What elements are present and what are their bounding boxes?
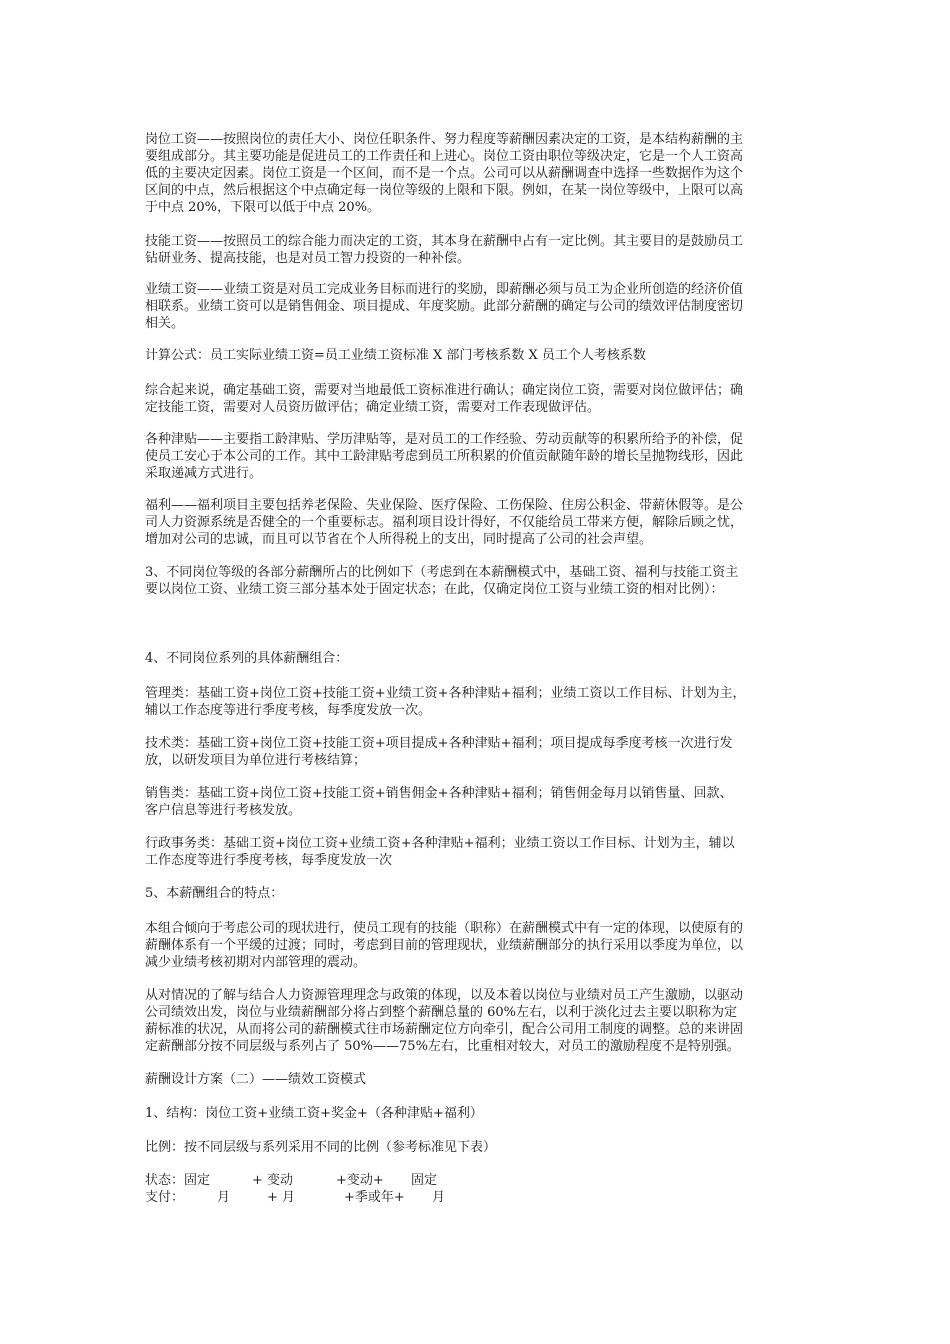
text-line: 1、结构：岗位工资+业绩工资+奖金+（各种津贴+福利） bbox=[145, 1106, 483, 1121]
paragraph-section-5-heading bbox=[145, 885, 817, 902]
text-line: 使员工安心于本公司的工作。其中工龄津贴考虑到员工所积累的价值贡献随年龄的增长呈抛物线形，因此 bbox=[145, 449, 744, 464]
text-line: 减少业绩考核初期对内部管理的震动。 bbox=[145, 955, 367, 970]
text-line: 比例：按不同层级与系列采用不同的比例（参考标准见下表） bbox=[145, 1140, 497, 1155]
paragraph-section-3 bbox=[145, 564, 817, 598]
text-line: 薪酬设计方案（二）——绩效工资模式 bbox=[145, 1072, 367, 1087]
text-line: 从对情况的了解与结合人力资源管理理念与政策的体现，以及本着以岗位与业绩对员工产生激励，以驱动 bbox=[145, 988, 744, 1003]
paragraph-ratio bbox=[145, 1139, 817, 1156]
text-line: 公司绩效出发，岗位与业绩薪酬部分将占到整个薪酬总量的 60%左右，以利于淡化过去主要以职称为定 bbox=[145, 1005, 738, 1020]
payment-quarterly-or-yearly: +季或年+ bbox=[344, 1190, 405, 1205]
text-line: 福利——福利项目主要包括养老保险、失业保险、医疗保险、工伤保险、住房公积金、带薪休假等。是公 bbox=[145, 498, 744, 513]
text-line: 本组合倾向于考虑公司的现状进行，使员工现有的技能（职称）在薪酬模式中有一定的体现，以使原有的 bbox=[145, 921, 744, 936]
paragraph-sales bbox=[145, 785, 817, 819]
paragraph-admin bbox=[145, 835, 817, 869]
status-fixed: 固定 bbox=[411, 1173, 438, 1188]
payment-monthly-2: + 月 bbox=[267, 1190, 296, 1205]
text-line: 岗位工资——按照岗位的责任大小、岗位任职条件、努力程度等薪酬因素决定的工资，是本结构薪酬的主 bbox=[145, 132, 744, 147]
paragraph-combination-features bbox=[145, 920, 817, 971]
text-line: 放，以研发项目为单位进行考核结算； bbox=[145, 753, 367, 768]
paragraph-position-salary bbox=[145, 131, 817, 216]
text-line: 增加对公司的忠诚，而且可以节省在个人所得税上的支出，同时提高了公司的社会声望。 bbox=[145, 532, 653, 547]
text-line: 工作态度等进行季度考核，每季度发放一次 bbox=[145, 853, 393, 868]
status-label-fixed: 状态：固定 bbox=[145, 1173, 211, 1188]
payment-label: 支付： bbox=[145, 1190, 185, 1205]
payment-monthly-3: 月 bbox=[432, 1190, 446, 1205]
text-line: 技能工资——按照员工的综合能力而决定的工资，其本身在薪酬中占有一定比例。其主要目的是鼓励员工 bbox=[145, 234, 744, 249]
paragraph-technical bbox=[145, 735, 817, 769]
text-line: 业绩工资——业绩工资是对员工完成业务目标而进行的奖励，即薪酬必须与员工为企业所创造的经济价值 bbox=[145, 282, 744, 297]
text-line: 司人力资源系统是否健全的一个重要标志。福利项目设计得好，不仅能给员工带来方便，解除后顾之忧， bbox=[145, 515, 744, 530]
status-row bbox=[145, 1172, 445, 1189]
text-line: 相联系。业绩工资可以是销售佣金、项目提成、年度奖励。此部分薪酬的确定与公司的绩效评估制度密切 bbox=[145, 299, 744, 314]
text-line: 钻研业务、提高技能，也是对员工智力投资的一种补偿。 bbox=[145, 251, 471, 266]
text-line: 要组成部分。其主要功能是促进员工的工作责任和上进心。岗位工资由职位等级决定，它是一个人工资高 bbox=[145, 149, 744, 164]
paragraph-performance-salary bbox=[145, 281, 817, 332]
text-line: 各种津贴——主要指工龄津贴、学历津贴等，是对员工的工作经验、劳动贡献等的积累所给予的补偿，促 bbox=[145, 432, 744, 447]
pay-schedule-table bbox=[145, 1172, 445, 1206]
paragraph-formula bbox=[145, 347, 817, 364]
text-line: 相关。 bbox=[145, 316, 185, 331]
text-line: 4、不同岗位系列的具体薪酬组合： bbox=[145, 651, 349, 666]
text-line: 销售类：基础工资+岗位工资+技能工资+销售佣金+各种津贴+福利；销售佣金每月以销售量、回款、 bbox=[145, 786, 733, 801]
text-line: 综合起来说，确定基础工资，需要对当地最低工资标准进行确认；确定岗位工资，需要对岗位做评估；确 bbox=[145, 383, 744, 398]
paragraph-allowances bbox=[145, 431, 817, 482]
text-line: 技术类：基础工资+岗位工资+技能工资+项目提成+各种津贴+福利；项目提成每季度考核一次进行发 bbox=[145, 736, 733, 751]
status-variable-1: + 变动 bbox=[252, 1173, 294, 1188]
text-line: 薪标准的状况，从而将公司的薪酬模式往市场薪酬定位方向牵引，配合公司用工制度的调整。总的来讲固 bbox=[145, 1022, 744, 1037]
text-line: 计算公式：员工实际业绩工资=员工业绩工资标准 X 部门考核系数 X 员工个人考核系数 bbox=[145, 348, 646, 363]
text-line: 低的主要决定因素。岗位工资是一个区间，而不是一个点。公司可以从薪酬调查中选择一些数据作为这个 bbox=[145, 166, 744, 181]
payment-monthly-1: 月 bbox=[217, 1190, 231, 1205]
text-line: 区间的中点，然后根据这个中点确定每一岗位等级的上限和下限。例如，在某一岗位等级中，上限可以高 bbox=[145, 183, 744, 198]
text-line: 于中点 20%，下限可以低于中点 20%。 bbox=[145, 200, 381, 215]
text-line: 薪酬体系有一个平缓的过渡；同时，考虑到目前的管理现状，业绩薪酬部分的执行采用以季度为单位，以 bbox=[145, 938, 744, 953]
text-line: 辅以工作态度等进行季度考核，每季度发放一次。 bbox=[145, 703, 432, 718]
text-line: 采取递减方式进行。 bbox=[145, 466, 263, 481]
paragraph-management bbox=[145, 685, 817, 719]
status-variable-2: +变动+ bbox=[336, 1173, 384, 1188]
paragraph-plan-2-title bbox=[145, 1071, 817, 1088]
text-line: 定薪酬部分按不同层级与系列占了 50%——75%左右，比重相对较大，对员工的激励程度不是特别强。 bbox=[145, 1039, 740, 1054]
text-line: 定技能工资，需要对人员资历做评估；确定业绩工资，需要对工作表现做评估。 bbox=[145, 400, 601, 415]
text-line: 行政事务类：基础工资+岗位工资+业绩工资+各种津贴+福利；业绩工资以工作目标、计划为主，辅以 bbox=[145, 836, 735, 851]
paragraph-structure bbox=[145, 1105, 817, 1122]
text-line: 客户信息等进行考核发放。 bbox=[145, 803, 302, 818]
paragraph-summary bbox=[145, 382, 817, 416]
text-line: 管理类：基础工资+岗位工资+技能工资+业绩工资+各种津贴+福利；业绩工资以工作目标、计划为主， bbox=[145, 686, 746, 701]
text-line: 5、本薪酬组合的特点： bbox=[145, 886, 284, 901]
paragraph-benefits bbox=[145, 497, 817, 548]
paragraph-skill-salary bbox=[145, 233, 817, 267]
paragraph-incentive-analysis bbox=[145, 987, 817, 1055]
paragraph-section-4-heading bbox=[145, 650, 817, 667]
text-line: 3、不同岗位等级的各部分薪酬所占的比例如下（考虑到在本薪酬模式中，基础工资、福利与技能工资主 bbox=[145, 565, 739, 580]
text-line: 要以岗位工资、业绩工资三部分基本处于固定状态；在此，仅确定岗位工资与业绩工资的相对比例）： bbox=[145, 582, 724, 597]
payment-row bbox=[145, 1189, 445, 1206]
